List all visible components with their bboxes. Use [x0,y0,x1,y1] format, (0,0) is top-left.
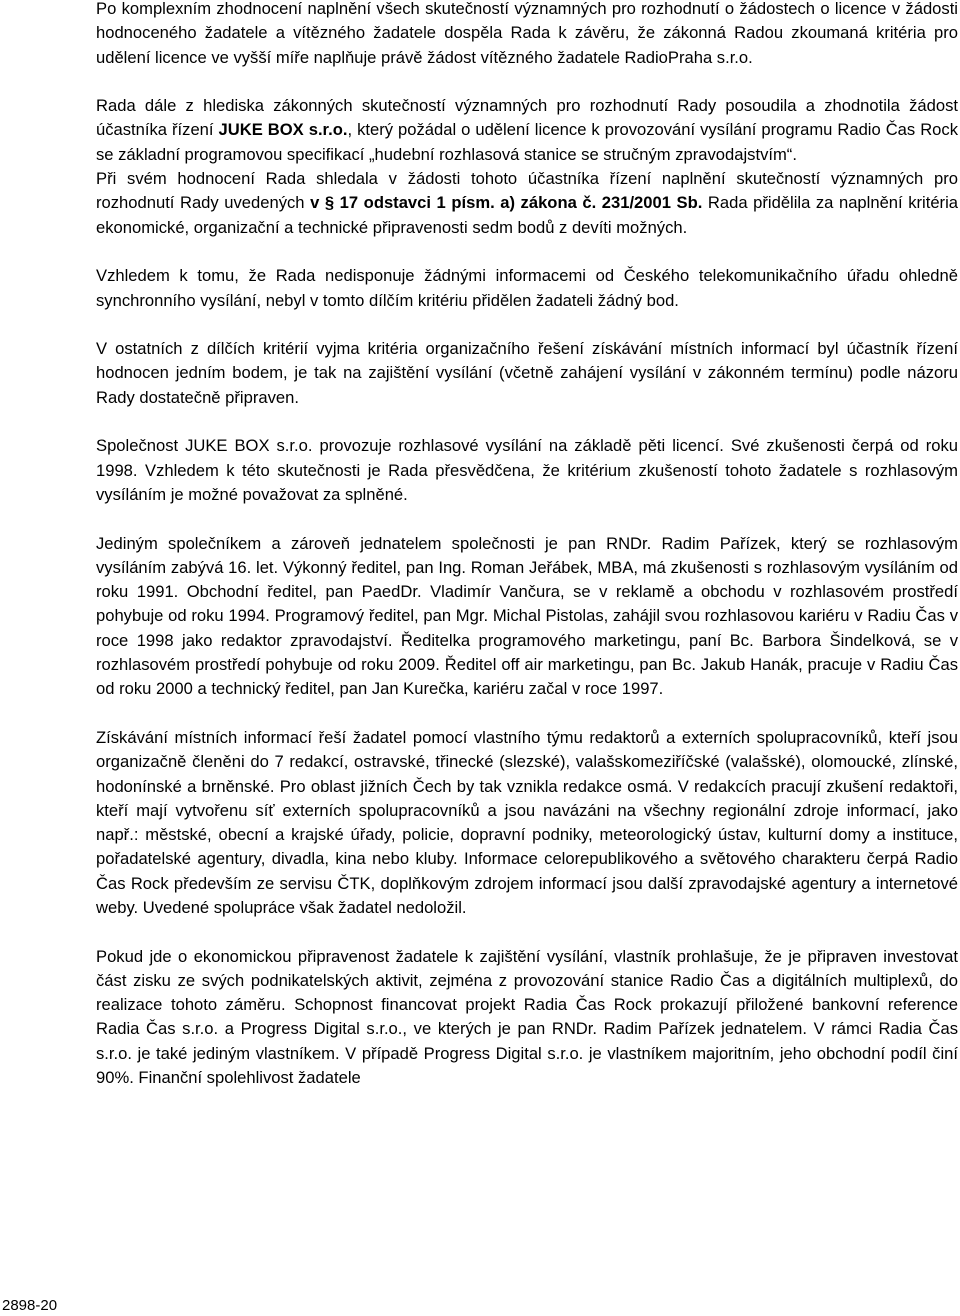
paragraph-other-criteria [96,337,958,410]
paragraph-management-text: Jediným společníkem a zároveň jednatelem společnosti je pan RNDr. Radim Pařízek, který se rozhlasovým vysíláním zabývá 16. let. Výkonný ředitel, pan Ing. Roman Jeřábek, MBA, má zkušenosti s rozhlasovým vysíláním od roku 1991. Obchodní ředitel, pan PaedDr. Vladimír Vančura, se v reklamě a obchodu v rozhlasovém prostředí pohybuje od roku 1994. Programový ředitel, pan Mgr. Michal Pistolas, zahájil svou rozhlasovou kariéru v Radiu Čas v roce 1998 jako redaktor zpravodajství. Ředitelka programového marketingu, paní Bc. Barbora Šindelková, se v rozhlasovém prostředí pohybuje od roku 2009. Ředitel off air marketingu, pan Bc. Jakub Hanák, pracuje v Radiu Čas od roku 2000 a technický ředitel, pan Jan Kurečka, kariéru začal v roce 1997. [96,533,958,699]
paragraph-local-information [96,726,958,920]
paragraph-conclusion-text: Po komplexním zhodnocení naplnění všech skutečností významných pro rozhodnutí o žádostech o licence v žádosti hodnoceného žadatele a vítězného žadatele dospěla Rada k závěru, že zákonná Radou zkoumaná kritéria pro udělení licence ve vyšší míře naplňuje právě žádost vítězného žadatele RadioPraha s.r.o. [96,0,958,67]
paragraph-conclusion [96,0,958,70]
paragraph-synchronous-text: Vzhledem k tomu, že Rada nedisponuje žádnými informacemi od Českého telekomunikačního úřadu ohledně synchronního vysílání, nebyl v tomto dílčím kritériu přidělen žadateli žádný bod. [96,266,958,310]
legal-reference: v § 17 odstavci 1 písm. a) zákona č. 231/2001 Sb. [310,193,703,213]
paragraph-applicant-text-1: Rada dále z hlediska zákonných skutečností významných pro rozhodnutí Rady posoudila a zhodnotila žádost účastníka řízení [96,96,958,140]
applicant-name: JUKE BOX s.r.o. [218,120,348,140]
paragraph-experience-text: Společnost JUKE BOX s.r.o. provozuje rozhlasové vysílání na základě pěti licencí. Své zkušenosti čerpá od roku 1998. Vzhledem k této skutečnosti je Rada přesvědčena, že kritérium zkušeností tohoto žadatele s rozhlasovým vysíláním je možné považovat za splněné. [96,436,958,504]
paragraph-evaluation [96,167,958,240]
paragraph-evaluation-text-1: Při svém hodnocení Rada shledala v žádosti tohoto účastníka řízení naplnění skutečností významných pro rozhodnutí Rady uvedených [96,169,958,213]
document-page [96,0,958,1090]
paragraph-economic-readiness-text: Pokud jde o ekonomickou připravenost žadatele k zajištění vysílání, vlastník prohlašuje, že je připraven investovat část zisku ze svých podnikatelských aktivit, zejména z provozování stanice Radio Čas a digitálních multiplexů, do realizace tohoto záměru. Schopnost financovat projekt Radia Čas Rock prokazují přiložené bankovní reference Radia Čas s.r.o. a Progress Digital s.r.o., ve kterých je pan RNDr. Radim Pařízek jednatelem. V rámci Radia Čas s.r.o. je také jediným vlastníkem. V případě Progress Digital s.r.o. je vlastníkem majoritním, jeho obchodní podíl činí 90%. Finanční spolehlivost žadatele [96,946,958,1088]
paragraph-economic-readiness [96,945,958,1091]
paragraph-applicant-text-2: , který požádal o udělení licence k provozování vysílání programu Radio Čas Rock se základní programovou specifikací „hudební rozhlasová stanice se stručným zpravodajstvím“. [96,120,959,164]
paragraph-evaluation-text-2: Rada přidělila za naplnění kritéria ekonomické, organizační a technické připravenosti sedm bodů z devíti možných. [96,193,958,237]
paragraph-synchronous-broadcast [96,264,958,313]
paragraph-local-information-text: Získávání místních informací řeší žadatel pomocí vlastního týmu redaktorů a externích spolupracovníků, kteří jsou organizačně členěni do 7 redakcí, ostravské, třinecké (slezské), valašskomeziříčské (valašské), olomoucké, zlínské, hodonínské a brněnské. Pro oblast jižních Čech by tak vznikla redakce osmá. V redakcích pracují zkušení redaktoři, kteří mají vytvořenu síť externích spolupracovníků a jsou navázáni na všechny regionální zdroje informací, jako např.: městské, obecní a krajské úřady, policie, dopravní podniky, meteorologický ústav, kulturní domy a instituce, pořadatelské agentury, divadla, kina nebo kluby. Informace celorepublikového a světového charakteru čerpá Radio Čas Rock především ze servisu ČTK, doplňkovým zdrojem informací jsou další zpravodajské agentury a internetové weby. Uvedené spolupráce však žadatel nedoložil. [96,727,958,917]
paragraph-experience [96,434,958,507]
paragraph-applicant-assessment [96,94,958,167]
paragraph-management [96,532,958,702]
paragraph-other-criteria-text: V ostatních z dílčích kritérií vyjma kritéria organizačního řešení získávání místních informací byl účastník řízení hodnocen jedním bodem, je tak na zajištění vysílání (včetně zahájení vysílání v zákonném termínu) podle názoru Rady dostatečně připraven. [96,339,958,407]
page-reference-footer: 2898-20 [2,1297,58,1314]
